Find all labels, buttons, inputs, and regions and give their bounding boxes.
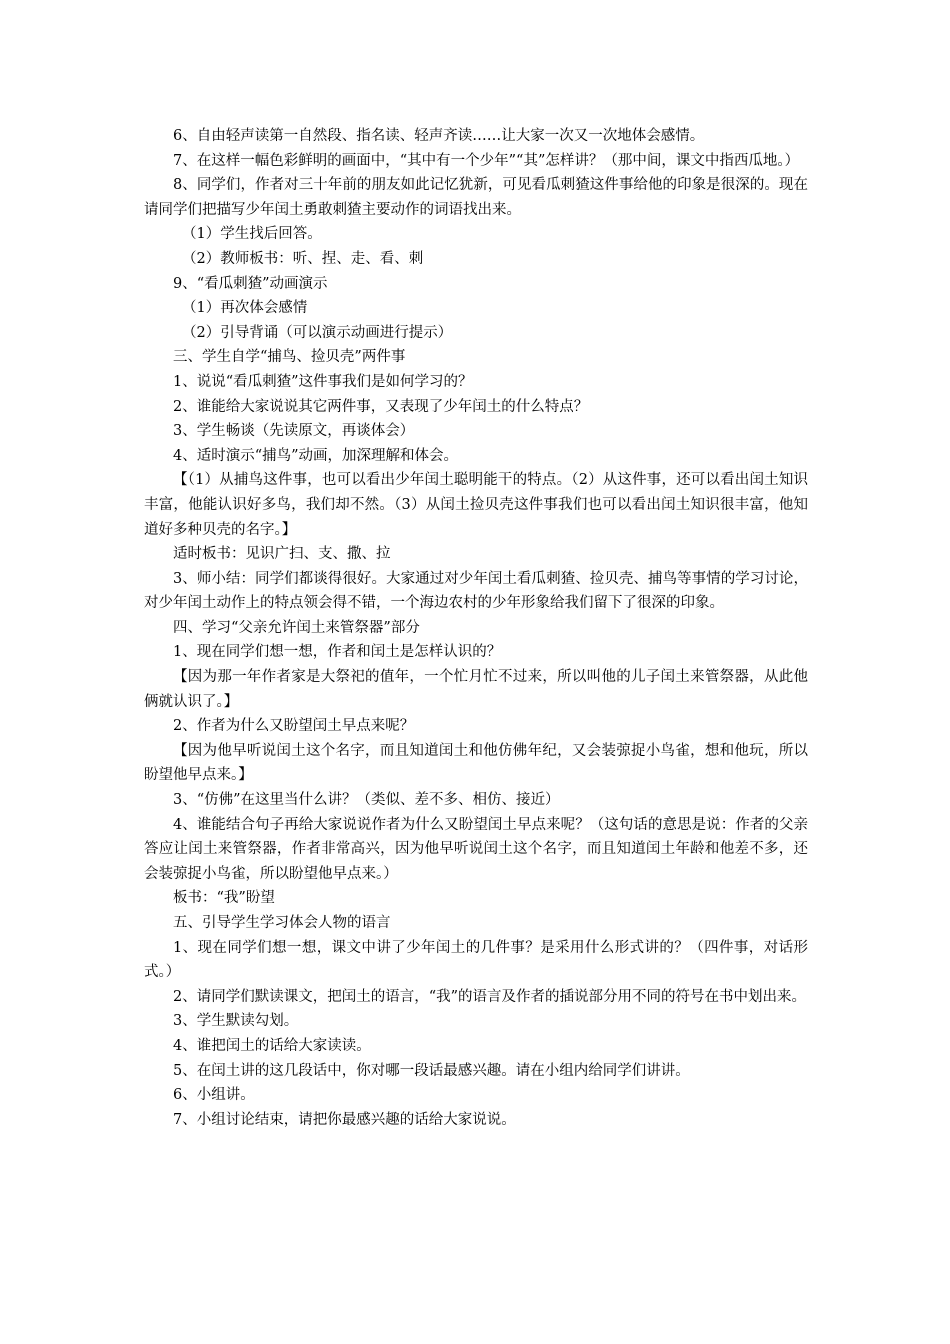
- paragraph: 适时板书：见识广扫、支、撒、拉: [173, 546, 391, 563]
- paragraph: （2）引导背诵（可以演示动画进行提示）: [182, 324, 453, 341]
- paragraph: 1、现在同学们想一想，课文中讲了少年闰土的几件事？是采用什么形式讲的？（四件事，对话形式。）: [144, 939, 808, 981]
- paragraph: （1）再次体会感情: [182, 300, 308, 317]
- paragraph: 7、小组讨论结束，请把你最感兴趣的话给大家说说。: [173, 1111, 516, 1128]
- paragraph: 4、谁能结合句子再给大家说说作者为什么又盼望闰土早点来呢？（这句话的意思是说：作者的父亲答应让闰土来管祭器，作者非常高兴，因为他早听说闰土这个名字，而且知道闰土年龄和他差不多，还会装弶捉小鸟雀，所以盼望他早点来。）: [144, 816, 808, 882]
- paragraph: 2、谁能给大家说说其它两件事，又表现了少年闰土的什么特点？: [173, 398, 589, 415]
- paragraph: 五、引导学生学习体会人物的语言: [173, 915, 391, 931]
- paragraph: 1、说说“看瓜刺猹”这件事我们是如何学习的？: [173, 373, 473, 390]
- paragraph: 2、请同学们默读课文，把闰土的语言，“我”的语言及作者的插说部分用不同的符号在书中划出来。: [173, 988, 807, 1005]
- paragraph: 5、在闰土讲的这几段话中，你对哪一段话最感兴趣。请在小组内给同学们讲讲。: [173, 1062, 690, 1079]
- paragraph: 3、“仿佛”在这里当什么讲？（类似、差不多、相仿、接近）: [173, 792, 560, 809]
- paragraph: 3、学生默读勾划。: [173, 1013, 299, 1030]
- paragraph: 3、学生畅谈（先读原文，再谈体会）: [173, 423, 415, 440]
- paragraph: 6、自由轻声读第一自然段、指名读、轻声齐读……让大家一次又一次地体会感情。: [173, 128, 705, 144]
- paragraph: 4、适时演示“捕鸟”动画，加深理解和体会。: [173, 447, 459, 464]
- paragraph: 2、作者为什么又盼望闰土早点来呢？: [173, 718, 415, 735]
- paragraph: 4、谁把闰土的话给大家读读。: [173, 1037, 371, 1054]
- paragraph: 板书：“我”盼望: [173, 890, 275, 907]
- paragraph: 三、学生自学“捕鸟、捡贝壳”两件事: [173, 349, 406, 366]
- paragraph: 9、“看瓜刺猹”动画演示: [173, 275, 328, 292]
- paragraph: （2）教师板书：听、捏、走、看、刺: [182, 250, 424, 267]
- paragraph: 8、同学们，作者对三十年前的朋友如此记忆犹新，可见看瓜刺猹这件事给他的印象是很深的。现在请同学们把描写少年闰土勇敢刺猹主要动作的词语找出来。: [144, 177, 808, 218]
- paragraph: 四、学习“父亲允许闰土来管祭器”部分: [173, 619, 420, 636]
- paragraph: 【（1）从捕鸟这件事，也可以看出少年闰土聪明能干的特点。（2）从这件事，还可以看出闰土知识丰富，他能认识好多鸟，我们却不然。（3）从闰土捡贝壳这件事我们也可以看出闰土知识很丰富，他知道好多种贝壳的名字。】: [144, 472, 808, 538]
- document-body: [144, 124, 808, 1132]
- paragraph: （1）学生找后回答。: [182, 226, 322, 243]
- paragraph: 【因为那一年作者家是大祭祀的值年，一个忙月忙不过来，所以叫他的儿子闰土来管祭器，从此他俩就认识了。】: [144, 669, 808, 710]
- paragraph: 6、小组讲。: [173, 1087, 255, 1104]
- paragraph: 【因为他早听说闰土这个名字，而且知道闰土和他仿佛年纪，又会装弶捉小鸟雀，想和他玩，所以盼望他早点来。】: [144, 742, 808, 784]
- paragraph: 3、师小结：同学们都谈得很好。大家通过对少年闰土看瓜刺猹、捡贝壳、捕鸟等事情的学习讨论，对少年闰土动作上的特点领会得不错，一个海边农村的少年形象给我们留下了很深的印象。: [144, 570, 808, 612]
- paragraph: 7、在这样一幅色彩鲜明的画面中，“其中有一个少年”“其”怎样讲？（那中间，课文中指西瓜地。）: [173, 152, 800, 169]
- paragraph: 1、现在同学们想一想，作者和闰土是怎样认识的？: [173, 644, 502, 661]
